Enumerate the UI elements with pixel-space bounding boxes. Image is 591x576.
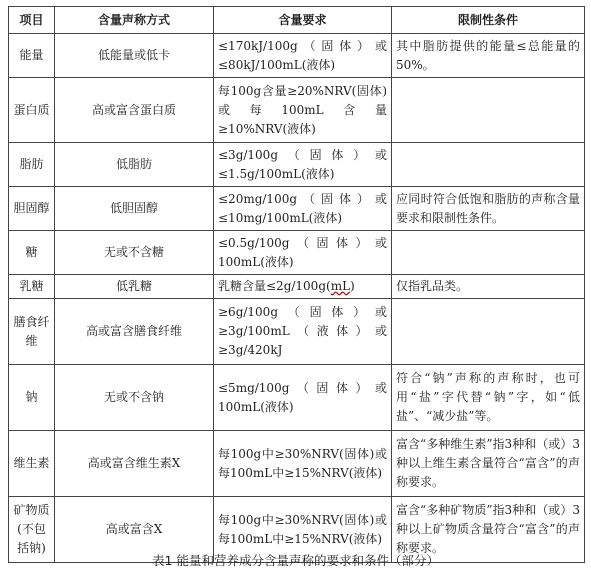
cell-condition: 仅指乳品类。	[392, 275, 585, 299]
requirement-text: )	[350, 279, 355, 293]
cell-item: 糖	[9, 231, 55, 275]
cell-requirement	[214, 275, 392, 299]
requirement-text: 乳糖含量≤2g/100g(	[218, 279, 331, 293]
header-content-requirement: 含量要求	[214, 7, 392, 34]
cell-claim: 高或富含X	[55, 497, 214, 563]
table-row	[9, 143, 585, 187]
table-row	[9, 275, 585, 299]
cell-item: 钠	[9, 365, 55, 431]
cell-claim: 高或富含维生素X	[55, 431, 214, 497]
cell-requirement: 每100g含量≥20%NRV(固体)或每100mL含量≥10%NRV(液体)	[214, 78, 392, 143]
cell-requirement: 每100g中≥30%NRV(固体)或每100mL中≥15%NRV(液体)	[214, 497, 392, 563]
table-row	[9, 299, 585, 365]
cell-requirement: ≤0.5g/100g（固体）或100mL(液体)	[214, 231, 392, 275]
header-restriction: 限制性条件	[392, 7, 585, 34]
table-row	[9, 78, 585, 143]
cell-requirement: ≤3g/100g（固体）或≤1.5g/100mL(液体)	[214, 143, 392, 187]
cell-item: 胆固醇	[9, 187, 55, 231]
cell-claim: 无或不含糖	[55, 231, 214, 275]
table-row	[9, 365, 585, 431]
cell-claim: 无或不含钠	[55, 365, 214, 431]
spellcheck-underlined-text: mL	[330, 279, 351, 293]
cell-condition	[392, 143, 585, 187]
cell-requirement: 每100g中≥30%NRV(固体)或每100mL中≥15%NRV(液体)	[214, 431, 392, 497]
cell-item: 乳糖	[9, 275, 55, 299]
cell-requirement: ≤5mg/100g（固体）或100mL(液体)	[214, 365, 392, 431]
cell-condition	[392, 231, 585, 275]
cell-claim: 低乳糖	[55, 275, 214, 299]
cell-condition	[392, 78, 585, 143]
cell-claim: 低胆固醇	[55, 187, 214, 231]
table-row	[9, 431, 585, 497]
table-row	[9, 187, 585, 231]
table-caption: 表1 能量和营养成分含量声称的要求和条件（部分）	[152, 553, 439, 568]
header-claim-method: 含量声称方式	[55, 7, 214, 34]
table-row	[9, 231, 585, 275]
cell-requirement: ≥6g/100g（固体）或≥3g/100mL（液体）或≥3g/420kJ	[214, 299, 392, 365]
cell-item: 能量	[9, 34, 55, 78]
header-item: 项目	[9, 7, 55, 34]
cell-item: 脂肪	[9, 143, 55, 187]
table-row	[9, 34, 585, 78]
cell-condition: 富含“多种矿物质”指3种和（或）3种以上矿物质含量符合“富含”的声称要求。	[392, 497, 585, 563]
cell-claim: 高或富含膳食纤维	[55, 299, 214, 365]
cell-item: 维生素	[9, 431, 55, 497]
cell-claim: 低脂肪	[55, 143, 214, 187]
cell-requirement: ≤170kJ/100g（固体）或≤80kJ/100mL(液体)	[214, 34, 392, 78]
cell-claim: 高或富含蛋白质	[55, 78, 214, 143]
cell-condition	[392, 299, 585, 365]
cell-condition: 其中脂肪提供的能量≤总能量的50%。	[392, 34, 585, 78]
cell-condition: 富含“多种维生素”指3种和（或）3种以上维生素含量符合“富含”的声称要求。	[392, 431, 585, 497]
cell-condition: 符合“钠”声称的声称时，也可用“盐”字代替“钠”字，如“低盐”、“减少盐”等。	[392, 365, 585, 431]
cell-item: 矿物质(不包括钠)	[9, 497, 55, 563]
cell-condition: 应同时符合低饱和脂肪的声称含量要求和限制性条件。	[392, 187, 585, 231]
cell-requirement: ≤20mg/100g（固体）或≤10mg/100mL(液体)	[214, 187, 392, 231]
nutrition-claims-table	[8, 6, 585, 563]
cell-item: 膳食纤维	[9, 299, 55, 365]
table-header-row	[9, 7, 585, 34]
cell-claim: 低能量或低卡	[55, 34, 214, 78]
cell-item: 蛋白质	[9, 78, 55, 143]
